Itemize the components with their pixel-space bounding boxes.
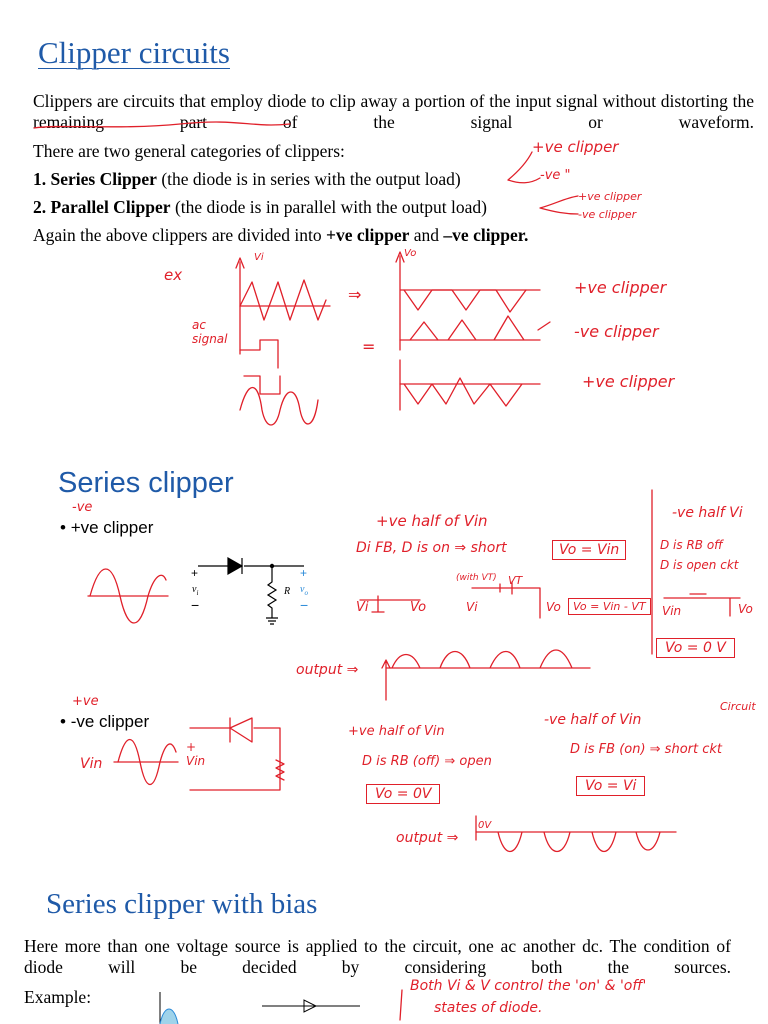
hw-vo-0-box: Vo = 0 V	[656, 638, 735, 658]
hw-arrow-implies: ⇒	[348, 285, 362, 304]
hw-pos-clipper-parallel: +ve clipper	[578, 190, 642, 203]
intro-paragraph: Clippers are circuits that employ diode to clip away a portion of the input signal without distorting the remaining part of the signal or waveform.	[33, 91, 754, 132]
hw-check	[538, 322, 550, 330]
item2-number: 2.	[33, 197, 47, 217]
hw-vt: VT	[508, 574, 523, 587]
hw-zero-volt: 0V	[478, 820, 492, 831]
hw-output-third	[400, 378, 540, 406]
circuit-plus-right: +	[300, 566, 308, 580]
hw-neg-clipper-parallel: -ve clipper	[578, 208, 637, 221]
hw-vo-left: Vo	[410, 600, 427, 615]
hw-pos-half-vin-2: +ve half of Vin	[348, 724, 445, 739]
bias-section-title: Series clipper with bias	[46, 888, 318, 920]
page-title: Clipper circuits	[38, 35, 230, 70]
circuit-resistor	[268, 566, 276, 618]
hw-triangle-wave	[240, 280, 326, 320]
hw-wave-pos-clipper-2: +ve clipper	[582, 372, 675, 391]
hw-pos-clipper-series: +ve clipper	[532, 138, 619, 156]
item2-bold: Parallel Clipper	[50, 197, 171, 217]
hw-bracket-parallel	[540, 196, 578, 214]
hw-vo-axis: Vo	[404, 248, 417, 259]
printed-series-circuit	[198, 558, 304, 624]
hw-ex: ex	[164, 266, 183, 284]
hw-d-open-ckt: D is open ckt	[660, 558, 739, 572]
hw-plus-vin: + Vin	[186, 740, 206, 768]
hw-plus-ve: +ve	[72, 694, 99, 709]
bullet-pos-clipper-label: +ve clipper	[70, 518, 154, 537]
series-clipper-title: Series clipper	[58, 467, 234, 499]
hw-pos-half-vin: +ve half of Vin	[376, 512, 488, 530]
bullet-dot-1: •	[60, 518, 66, 537]
hw-vo-vi-box: Vo = Vi	[576, 776, 645, 796]
hw-both-control: Both Vi & V control the 'on' & 'off'	[410, 978, 647, 994]
bullet-neg-clipper-label: -ve clipper	[70, 712, 150, 731]
item1-rest: (the diode is in series with the output load)	[161, 169, 461, 189]
circuit-minus-right: −	[300, 597, 309, 613]
hw-subcircuit-2	[472, 582, 540, 618]
categories-intro: There are two general categories of clippers:	[33, 141, 345, 161]
hw-underline-intro	[34, 122, 290, 128]
hw-vo-eq-vin-box: Vo = Vin	[552, 540, 626, 560]
hw-equals: =	[362, 337, 376, 356]
bias-circuit	[262, 1000, 360, 1012]
circuit-minus-left: −	[191, 597, 200, 613]
hw-neg-half-vi: -ve half Vi	[672, 505, 743, 521]
hw-output-axis-1	[382, 660, 390, 700]
hw-square-wave	[240, 340, 280, 394]
hw-neg-circuit	[190, 718, 280, 790]
hw-neg-clipper-series: -ve "	[540, 168, 571, 183]
item2-rest: (the diode is in parallel with the output load)	[174, 197, 487, 217]
again-pre: Again the above clippers are divided into	[33, 225, 327, 245]
hw-wave-pos-clipper-1: +ve clipper	[574, 278, 667, 297]
hw-vin-right: Vin	[662, 604, 682, 618]
hw-output-neg-only	[404, 290, 526, 312]
circuit-vi-sub: i	[196, 589, 199, 597]
item1-bold: Series Clipper	[50, 169, 157, 189]
hw-output-halfwave-1	[386, 650, 590, 668]
hw-minus-ve: -ve	[72, 500, 93, 515]
hw-neg-half-vin-2: -ve half of Vin	[544, 712, 642, 728]
circuit-plus-left: +	[191, 566, 199, 580]
hw-d-rb-open: D is RB (off) ⇒ open	[362, 754, 492, 769]
hw-ac-signal: ac signal	[192, 318, 228, 346]
hw-subcircuit-3	[664, 594, 740, 616]
hw-subcircuit-1	[360, 596, 420, 612]
hw-vi-left: Vi	[356, 600, 369, 615]
hw-output-pos-only	[400, 316, 540, 340]
hw-with-vt: (with VT)	[456, 573, 497, 583]
hw-vi-mid: Vi	[466, 600, 478, 614]
hw-output-2: output ⇒	[396, 830, 459, 846]
hw-d-fb-short: Di FB, D is on ⇒ short	[356, 540, 507, 556]
hw-output-1: output ⇒	[296, 662, 359, 678]
circuit-ground	[266, 618, 278, 624]
circuit-vo-sub: o	[304, 589, 308, 597]
hw-vi-axis: Vi	[254, 252, 264, 263]
hw-bias-brace	[400, 990, 402, 1020]
hw-states-of-diode: states of diode.	[434, 1000, 543, 1016]
hw-circuit-note: Circuit	[720, 700, 756, 713]
hw-vo-0v-box: Vo = 0V	[366, 784, 440, 804]
example-label: Example:	[24, 987, 92, 1007]
circuit-node-top	[270, 564, 273, 567]
hw-vo-right: Vo	[738, 602, 753, 616]
hw-d-fb-on-short: D is FB (on) ⇒ short ckt	[570, 742, 722, 757]
bias-wave	[160, 1009, 178, 1024]
again-bold-1: +ve clipper	[326, 225, 410, 245]
hw-vin-neg-circuit: Vin	[80, 756, 103, 772]
bias-example-drawing	[160, 992, 360, 1024]
circuit-r-label: R	[284, 586, 291, 597]
hw-bracket-series	[508, 152, 540, 183]
circuit-diode	[228, 558, 242, 574]
again-bold-2: –ve clipper.	[443, 225, 529, 245]
hw-sine-wave	[240, 388, 318, 426]
hw-wave-neg-clipper: -ve clipper	[574, 322, 659, 341]
item1-number: 1.	[33, 169, 47, 189]
again-mid: and	[409, 225, 444, 245]
circuit-vi-text: v	[192, 584, 197, 595]
hw-output-halfwave-2	[476, 832, 676, 852]
hw-axis-vi	[236, 258, 330, 354]
bias-paragraph: Here more than one voltage source is applied to the circuit, one ac another dc. The condition of diode will be decided by considering both the sources.	[24, 936, 731, 977]
hw-vo-vin-vt-box: Vo = Vin - VT	[568, 598, 651, 615]
hw-d-rb-off: D is RB off	[660, 538, 723, 552]
bullet-dot-2: •	[60, 712, 66, 731]
hw-vo-mid: Vo	[546, 600, 561, 614]
circuit-vo-text: v	[300, 584, 305, 595]
